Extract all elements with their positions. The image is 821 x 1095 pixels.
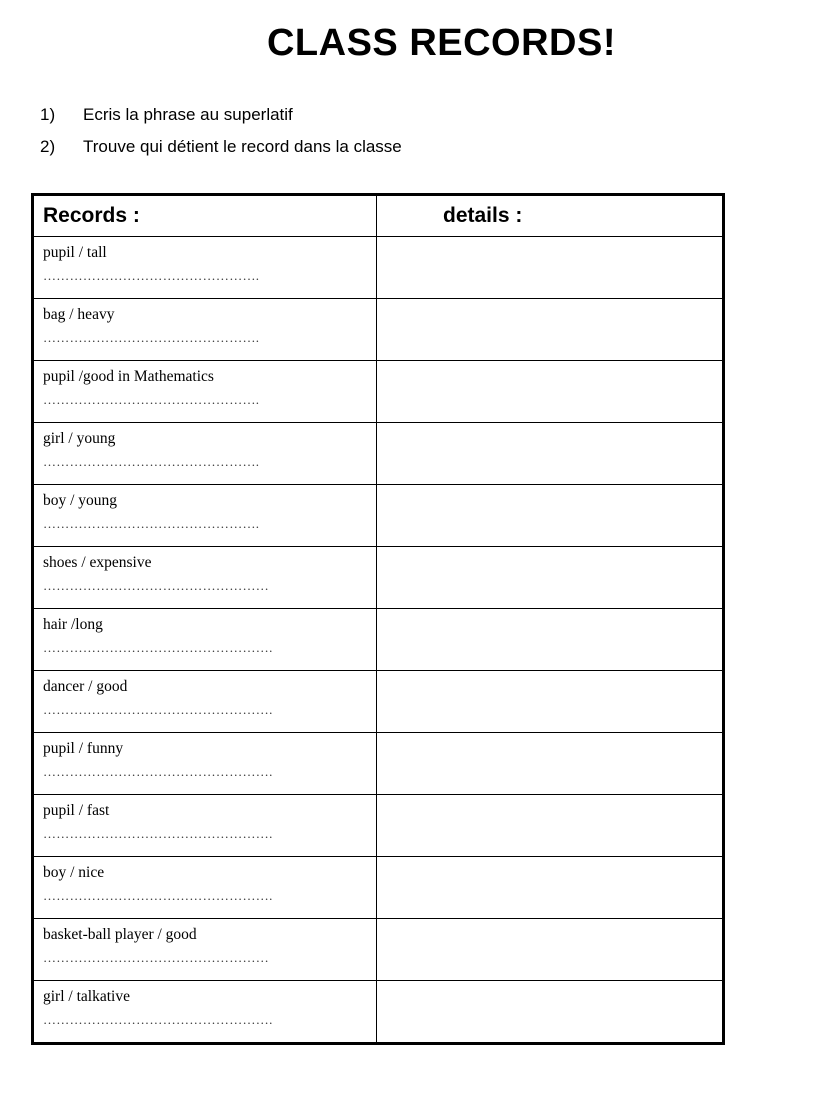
table-row bbox=[34, 609, 722, 671]
record-cell bbox=[34, 919, 377, 980]
instruction-number: 1) bbox=[40, 105, 56, 124]
table-row bbox=[34, 423, 722, 485]
answer-line[interactable]: …………………………………………… bbox=[43, 950, 270, 965]
record-cell bbox=[34, 671, 377, 732]
record-prompt: pupil / fast bbox=[43, 802, 110, 819]
instruction-text: Trouve qui détient le record dans la classe bbox=[83, 137, 402, 156]
record-prompt: dancer / good bbox=[43, 678, 128, 695]
instruction-2 bbox=[40, 137, 402, 157]
table-row bbox=[34, 733, 722, 795]
record-cell bbox=[34, 423, 377, 484]
details-cell[interactable] bbox=[377, 981, 722, 1042]
answer-line[interactable]: …………………………………………. bbox=[43, 330, 260, 345]
table-row bbox=[34, 795, 722, 857]
instruction-number: 2) bbox=[40, 137, 56, 156]
answer-line[interactable]: …………………………………………. bbox=[43, 268, 260, 283]
table-row bbox=[34, 857, 722, 919]
page-title: CLASS RECORDS! bbox=[266, 22, 617, 64]
answer-line[interactable]: …………………………………………. bbox=[43, 392, 260, 407]
table-row bbox=[34, 299, 722, 361]
record-cell bbox=[34, 981, 377, 1042]
instruction-1 bbox=[40, 105, 293, 125]
record-prompt: pupil / funny bbox=[43, 740, 124, 757]
details-cell[interactable] bbox=[377, 857, 722, 918]
details-cell[interactable] bbox=[377, 919, 722, 980]
answer-line[interactable]: ……………………………………………. bbox=[43, 1012, 273, 1027]
details-cell[interactable] bbox=[377, 423, 722, 484]
record-prompt: pupil /good in Mathematics bbox=[43, 368, 214, 385]
details-cell[interactable] bbox=[377, 609, 722, 670]
details-cell[interactable] bbox=[377, 733, 722, 794]
record-cell bbox=[34, 361, 377, 422]
record-prompt: boy / young bbox=[43, 492, 118, 509]
answer-line[interactable]: ……………………………………………. bbox=[43, 702, 273, 717]
record-cell bbox=[34, 547, 377, 608]
record-prompt: bag / heavy bbox=[43, 306, 115, 323]
details-cell[interactable] bbox=[377, 795, 722, 856]
answer-line[interactable]: …………………………………………… bbox=[43, 578, 270, 593]
instruction-text: Ecris la phrase au superlatif bbox=[83, 105, 293, 124]
record-prompt: boy / nice bbox=[43, 864, 105, 881]
table-row bbox=[34, 237, 722, 299]
table-row bbox=[34, 547, 722, 609]
answer-line[interactable]: …………………………………………. bbox=[43, 516, 260, 531]
record-cell bbox=[34, 609, 377, 670]
details-cell[interactable] bbox=[377, 485, 722, 546]
record-cell bbox=[34, 299, 377, 360]
record-prompt: girl / young bbox=[43, 430, 116, 447]
records-table bbox=[31, 193, 725, 1045]
record-prompt: shoes / expensive bbox=[43, 554, 152, 571]
table-row bbox=[34, 361, 722, 423]
record-prompt: hair /long bbox=[43, 616, 103, 633]
answer-line[interactable]: ……………………………………………. bbox=[43, 640, 273, 655]
details-cell[interactable] bbox=[377, 299, 722, 360]
details-cell[interactable] bbox=[377, 237, 722, 298]
details-cell[interactable] bbox=[377, 361, 722, 422]
details-cell[interactable] bbox=[377, 671, 722, 732]
records-header: Records : bbox=[34, 196, 377, 236]
record-prompt: girl / talkative bbox=[43, 988, 130, 1005]
record-cell bbox=[34, 857, 377, 918]
record-cell bbox=[34, 485, 377, 546]
record-prompt: pupil / tall bbox=[43, 244, 107, 261]
details-header: details : bbox=[443, 204, 523, 227]
record-prompt: basket-ball player / good bbox=[43, 926, 197, 943]
answer-line[interactable]: ……………………………………………. bbox=[43, 888, 273, 903]
record-cell bbox=[34, 733, 377, 794]
answer-line[interactable]: ……………………………………………. bbox=[43, 826, 273, 841]
table-row bbox=[34, 671, 722, 733]
table-row bbox=[34, 919, 722, 981]
table-body bbox=[34, 237, 722, 1042]
details-cell[interactable] bbox=[377, 547, 722, 608]
answer-line[interactable]: …………………………………………. bbox=[43, 454, 260, 469]
record-cell bbox=[34, 795, 377, 856]
record-cell bbox=[34, 237, 377, 298]
table-header-row bbox=[34, 196, 722, 237]
table-row bbox=[34, 981, 722, 1042]
answer-line[interactable]: ……………………………………………. bbox=[43, 764, 273, 779]
table-row bbox=[34, 485, 722, 547]
